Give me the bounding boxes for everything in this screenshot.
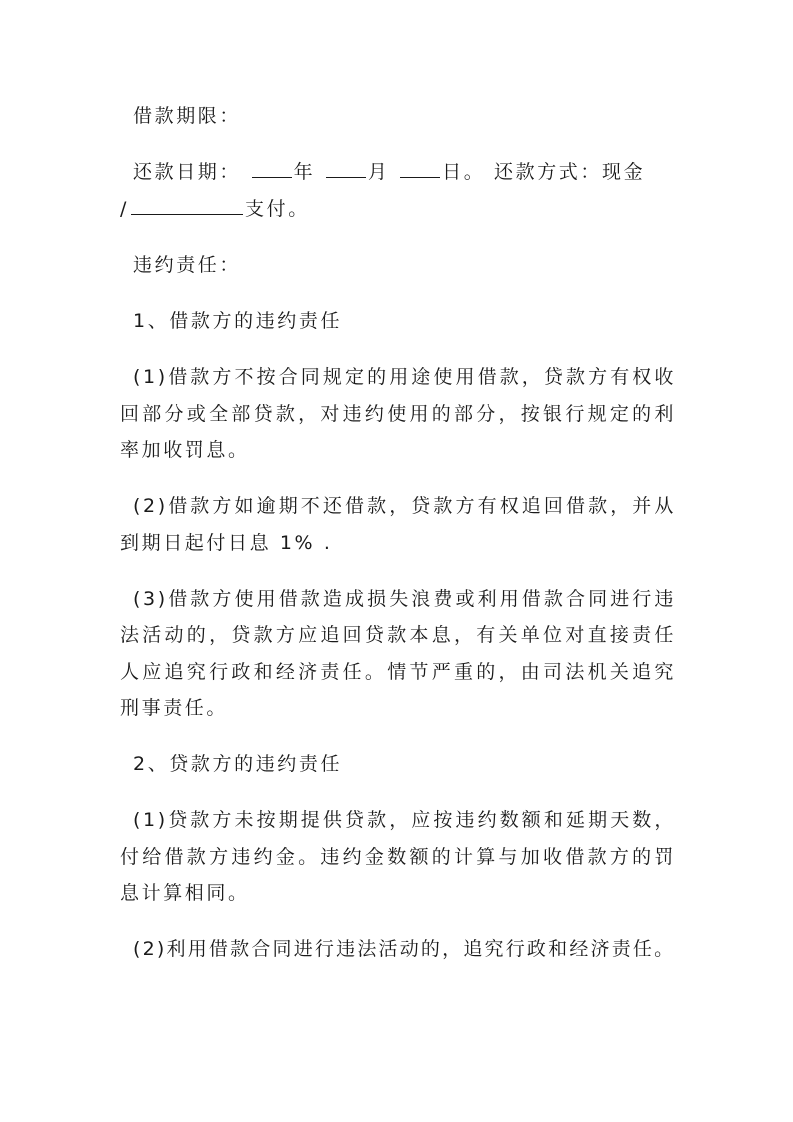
year-label: 年 <box>293 161 316 184</box>
repayment-date-label: 还款日期： <box>133 161 242 184</box>
contract-body <box>120 98 676 988</box>
day-blank <box>400 159 440 178</box>
month-label: 月 <box>367 161 390 184</box>
borrower-clause-3: (3)借款方使用借款造成损失浪费或利用借款合同进行违法活动的，贷款方应追回贷款本息，有关单位对直接责任人应追究行政和经济责任。情节严重的，由司法机关追究刑事责任。 <box>120 587 676 719</box>
payment-method-blank <box>131 196 243 215</box>
lender-breach-heading: 2、贷款方的违约责任 <box>133 753 343 776</box>
lender-clause-2: (2)利用借款合同进行违法活动的，追究行政和经济责任。 <box>133 938 676 961</box>
loan-term-line: 借款期限： <box>133 105 242 127</box>
month-blank <box>326 159 366 178</box>
lender-clause-1: (1)贷款方未按期提供贷款，应按违约数额和延期天数，付给借款方违约金。违约金数额的计算与加收借款方的罚息计算相同。 <box>120 809 676 905</box>
slash-separator: / <box>120 197 130 220</box>
paid-label: 支付。 <box>245 197 310 220</box>
breach-heading: 违约责任： <box>133 253 242 276</box>
repayment-method-label: 还款方式：现金 <box>494 161 646 184</box>
repayment-line <box>120 154 676 227</box>
borrower-breach-heading: 1、借款方的违约责任 <box>133 310 343 333</box>
day-label: 日。 <box>442 161 486 184</box>
borrower-clause-2: (2)借款方如逾期不还借款，贷款方有权追回借款，并从到期日起付日息 1% . <box>120 495 676 554</box>
borrower-clause-1: (1)借款方不按合同规定的用途使用借款，贷款方有权收回部分或全部贷款，对违约使用的部分，按银行规定的利率加收罚息。 <box>120 366 676 462</box>
year-blank <box>252 159 292 178</box>
